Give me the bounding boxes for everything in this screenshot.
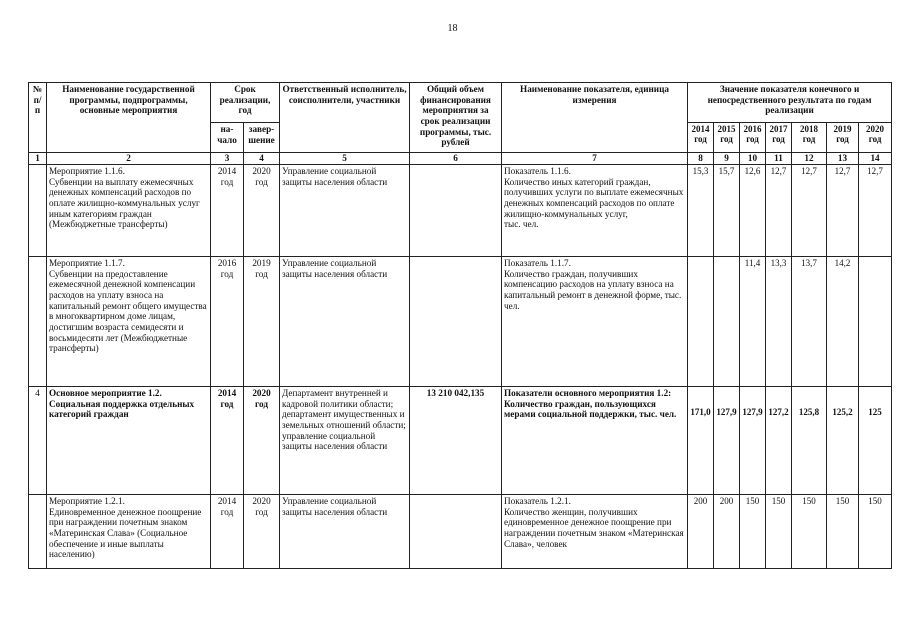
header-funding: Общий объем финансирования мероприятия за срок реализации программы, тыс. рублей (410, 83, 502, 153)
header-term: Срок реализации, год (211, 83, 280, 123)
row-indicator: Показатель 1.2.1. Количество женщин, получивших единовременное денежное поощрение при награждении почетным знаком «Материнская Слава», человек (502, 495, 688, 569)
row-value: 127,9 (714, 387, 740, 495)
row-value: 150 (792, 495, 827, 569)
column-number: 9 (714, 153, 740, 165)
row-value: 11,4 (740, 257, 766, 387)
header-year: 2020 год (859, 123, 892, 153)
row-indicator: Показатель 1.1.6. Количество иных категорий граждан, получивших услуги по выплате ежемесячных денежных компенсаций расходов по оплате жилищно-коммунальных услуг, тыс. чел. (502, 165, 688, 257)
row-value: 127,2 (766, 387, 792, 495)
row-funding (410, 257, 502, 387)
row-indicator: Показатель 1.1.7. Количество граждан, получивших компенсацию расходов на уплату взноса на капитальный ремонт в денежной форме, тыс. чел. (502, 257, 688, 387)
header-year: 2019 год (827, 123, 859, 153)
row-value (714, 257, 740, 387)
column-number: 2 (47, 153, 211, 165)
row-value (688, 257, 714, 387)
row-number (29, 257, 47, 387)
row-name: Основное мероприятие 1.2. Социальная поддержка отдельных категорий граждан (47, 387, 211, 495)
column-number: 13 (827, 153, 859, 165)
row-end-year: 2019 год (244, 257, 280, 387)
table-row (29, 495, 892, 569)
row-value: 125 (859, 387, 892, 495)
table-header (29, 83, 892, 165)
row-value: 12,7 (859, 165, 892, 257)
column-numbers-row (29, 153, 892, 165)
column-number: 8 (688, 153, 714, 165)
row-value: 200 (714, 495, 740, 569)
row-number (29, 495, 47, 569)
row-name: Мероприятие 1.1.6. Субвенции на выплату ежемесячных денежных компенсаций расходов по оплате жилищно-коммунальных услуг иным категориям граждан (Межбюджетные трансферты) (47, 165, 211, 257)
row-end-year: 2020 год (244, 387, 280, 495)
table-row (29, 165, 892, 257)
column-number: 4 (244, 153, 280, 165)
header-values: Значение показателя конечного и непосредственного результата по годам реализации (688, 83, 892, 123)
row-responsible: Управление социальной защиты населения области (280, 495, 410, 569)
row-value: 12,7 (766, 165, 792, 257)
header-indicator: Наименование показателя, единица измерения (502, 83, 688, 153)
column-number: 6 (410, 153, 502, 165)
header-year: 2018 год (792, 123, 827, 153)
header-term-end: завер- шение (244, 123, 280, 153)
column-number: 7 (502, 153, 688, 165)
header-year: 2016 год (740, 123, 766, 153)
row-value: 12,7 (827, 165, 859, 257)
row-value: 12,6 (740, 165, 766, 257)
header-year: 2015 год (714, 123, 740, 153)
program-table (28, 82, 892, 569)
row-value: 125,2 (827, 387, 859, 495)
table-row (29, 257, 892, 387)
row-end-year: 2020 год (244, 165, 280, 257)
row-value: 15,7 (714, 165, 740, 257)
row-value: 13,7 (792, 257, 827, 387)
column-number: 11 (766, 153, 792, 165)
row-value (859, 257, 892, 387)
row-value: 150 (740, 495, 766, 569)
row-name: Мероприятие 1.2.1. Единовременное денежное поощрение при награждении почетным знаком «Материнская Слава» (Социальное обеспечение и иные выплаты населению) (47, 495, 211, 569)
row-value: 125,8 (792, 387, 827, 495)
row-start-year: 2014 год (211, 495, 244, 569)
row-funding (410, 165, 502, 257)
header-name: Наименование государственной программы, подпрограммы, основные мероприятия (47, 83, 211, 153)
table-row (29, 387, 892, 495)
column-number: 5 (280, 153, 410, 165)
header-term-start: на- чало (211, 123, 244, 153)
column-number: 14 (859, 153, 892, 165)
page-number: 18 (447, 23, 458, 34)
header-year: 2014 год (688, 123, 714, 153)
row-number (29, 165, 47, 257)
table-body (29, 165, 892, 569)
row-value: 127,9 (740, 387, 766, 495)
row-value: 150 (766, 495, 792, 569)
row-responsible: Департамент внутренней и кадровой политики области; департамент имущественных и земельных отношений области; управление социальной защиты населения области (280, 387, 410, 495)
row-name: Мероприятие 1.1.7. Субвенции на предоставление ежемесячной денежной компенсации расходов на уплату взноса на капитальный ремонт общего имущества в многоквартирном доме лицам, достигшим возраста семидесяти и восьмидесяти лет (Межбюджетные трансферты) (47, 257, 211, 387)
row-funding (410, 495, 502, 569)
column-number: 12 (792, 153, 827, 165)
row-value: 150 (827, 495, 859, 569)
row-responsible: Управление социальной защиты населения области (280, 165, 410, 257)
row-start-year: 2014 год (211, 387, 244, 495)
row-number: 4 (29, 387, 47, 495)
row-value: 13,3 (766, 257, 792, 387)
row-value: 150 (859, 495, 892, 569)
row-funding: 13 210 042,135 (410, 387, 502, 495)
row-start-year: 2016 год (211, 257, 244, 387)
row-value: 15,3 (688, 165, 714, 257)
row-start-year: 2014 год (211, 165, 244, 257)
column-number: 10 (740, 153, 766, 165)
header-no: № п/п (29, 83, 47, 153)
row-value: 200 (688, 495, 714, 569)
header-responsible: Ответственный исполнитель, соисполнители, участники (280, 83, 410, 153)
row-value: 12,7 (792, 165, 827, 257)
row-indicator: Показатели основного мероприятия 1.2: Количество граждан, пользующихся мерами социальной поддержки, тыс. чел. (502, 387, 688, 495)
column-number: 3 (211, 153, 244, 165)
row-value: 14,2 (827, 257, 859, 387)
column-number: 1 (29, 153, 47, 165)
row-responsible: Управление социальной защиты населения области (280, 257, 410, 387)
row-end-year: 2020 год (244, 495, 280, 569)
header-year: 2017 год (766, 123, 792, 153)
row-value: 171,0 (688, 387, 714, 495)
